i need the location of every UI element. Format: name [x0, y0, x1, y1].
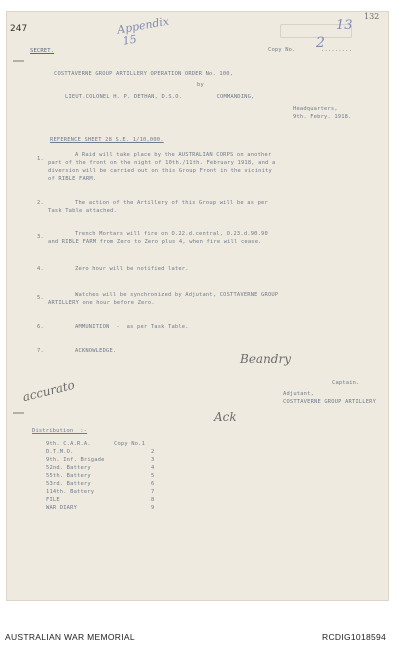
order-title-commander: LIEUT.COLONEL H. P. DETHAN, D.S.O. COMMANDING,: [65, 94, 255, 100]
paragraph-line: part of the front on the night of 10th./11th. February 1918, and a: [48, 160, 276, 166]
paragraph-line: AMMUNITION - as per Task Table.: [75, 324, 189, 330]
paragraph-line: diversion will be carried out on this Group Front in the vicinity: [48, 168, 272, 174]
list-item: 52nd. Battery: [46, 465, 91, 471]
list-item-copy: 7: [151, 489, 155, 495]
list-item: 53rd. Battery: [46, 481, 91, 487]
list-item-copy: 3: [151, 457, 155, 463]
copy-no-label: Copy No.: [268, 47, 296, 53]
paragraph-number: 4.: [37, 266, 44, 272]
order-title-line: COSTTAVERNE GROUP ARTILLERY OPERATION ORDER No. 100,: [54, 71, 234, 77]
order-title-by: by: [197, 82, 204, 88]
paragraph-number: 7.: [37, 348, 44, 354]
reference-sheet: REFERENCE SHEET 28 S.E. 1/10,000.: [50, 137, 164, 143]
headquarters-line: Headquarters,: [293, 106, 338, 112]
paragraph-number: 5.: [37, 295, 44, 301]
list-item: 55th. Battery: [46, 473, 91, 479]
paragraph-number: 6.: [37, 324, 44, 330]
paragraph-line: of RIBLE FARM.: [48, 176, 97, 182]
paragraph-number: 2.: [37, 200, 44, 206]
margin-note-right: Ack: [214, 410, 237, 424]
copy-no-value: 2: [316, 35, 325, 51]
list-item-copy: 2: [151, 449, 155, 455]
paragraph-line: Task Table attached.: [48, 208, 117, 214]
paragraph-line: and RIBLE FARM from Zero to Zero plus 4, when fire will cease.: [48, 239, 262, 245]
appendix-handwritten-note: Appendix 15: [116, 14, 170, 49]
list-item-copy: 6: [151, 481, 155, 487]
paragraph-line: ACKNOWLEDGE.: [75, 348, 117, 354]
archive-credit: AUSTRALIAN WAR MEMORIAL: [5, 632, 135, 642]
list-item-copy: 4: [151, 465, 155, 471]
paragraph-line: Zero hour will be notified later.: [75, 266, 189, 272]
list-item: WAR DIARY: [46, 505, 78, 511]
secret-label: SECRET.: [30, 48, 55, 54]
page-reference: 247: [10, 24, 28, 34]
list-item: 114th. Battery: [46, 489, 95, 495]
distribution-title: Distribution :-: [32, 428, 88, 434]
margin-note-left: accurato: [21, 377, 77, 405]
list-item: 9th. Inf. Brigade: [46, 457, 105, 463]
paragraph-line: ARTILLERY one hour before Zero.: [48, 300, 155, 306]
paragraph-number: 3.: [37, 234, 44, 240]
signature-unit: COSTTAVERNE GROUP ARTILLERY: [283, 399, 377, 405]
list-item: FILE: [46, 497, 60, 503]
list-item-copy: 5: [151, 473, 155, 479]
signature-rank: Captain.: [332, 380, 360, 386]
staple-mark: [13, 412, 24, 414]
list-item-copy: 8: [151, 497, 155, 503]
list-item: 9th. C.A.R.A.: [46, 441, 91, 447]
signature: Beandry: [240, 352, 291, 366]
list-item: D.T.M.O.: [46, 449, 74, 455]
copy-no-dots: .........: [321, 47, 353, 53]
paragraph-line: Watches will be synchronized by Adjutant, COSTTAVERNE GROUP: [75, 292, 279, 298]
date-line: 9th. Febry. 1918.: [293, 114, 352, 120]
archive-id: RCDIG1018594: [322, 632, 387, 642]
copy-no-tail: 13: [336, 18, 353, 33]
paragraph-line: The action of the Artillery of this Group will be as per: [75, 200, 268, 206]
corner-number: 132: [364, 12, 380, 21]
signature-title: Adjutant,: [283, 391, 315, 397]
list-item-copy: Copy No.1: [114, 441, 146, 447]
list-item-copy: 9: [151, 505, 155, 511]
paragraph-line: Trench Mortars will fire on O.22.d.central, O.23.d.90.90: [75, 231, 268, 237]
paragraph-number: 1.: [37, 156, 44, 162]
paragraph-line: A Raid will take place by the AUSTRALIAN CORPS on another: [75, 152, 272, 158]
staple-mark: [13, 60, 24, 62]
